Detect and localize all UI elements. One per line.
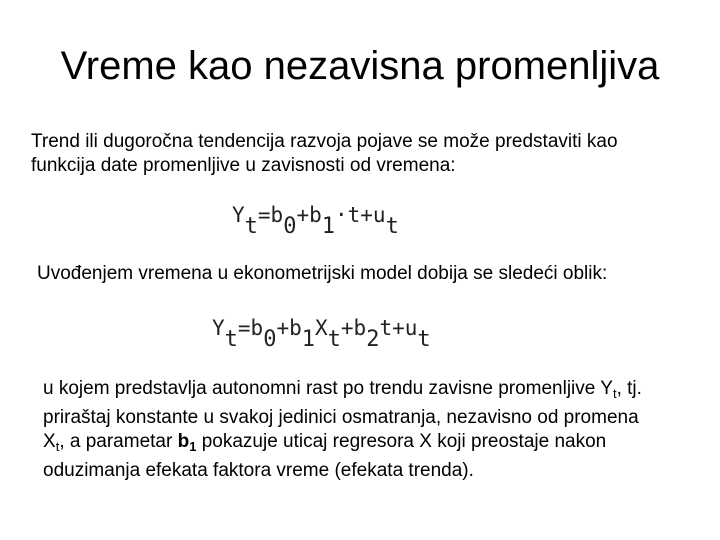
formula-y-subscript: t: [224, 327, 238, 352]
trend-paragraph-line-2: funkcija date promenljive u zavisnosti od vremena:: [31, 155, 456, 176]
explanation-b: b: [177, 431, 190, 452]
trend-formula: [232, 203, 399, 239]
formula-b1-subscript: 1: [301, 327, 315, 352]
formula-y: Y: [212, 316, 225, 340]
explanation-x-subscript: t: [55, 439, 60, 454]
explanation-line-4: oduzimanja efekata faktora vreme (efekata trenda).: [43, 460, 474, 481]
trend-paragraph-line-1: Trend ili dugoročna tendencija razvoja pojave se može predstaviti kao: [31, 131, 618, 152]
formula-plus-b: +b: [276, 316, 302, 340]
formula-b2-subscript: 2: [366, 327, 380, 352]
explanation-b1-bold: [178, 431, 197, 452]
formula-b0-subscript: 0: [263, 327, 277, 352]
formula-eq-b: =b: [237, 316, 264, 340]
formula-plus-b: +b: [296, 203, 322, 227]
explanation-line-3-mid: , a parametar: [59, 431, 178, 452]
formula-plus-b2: +b: [340, 316, 367, 340]
formula-tail: t+u: [379, 316, 418, 340]
formula-x: X: [315, 316, 328, 340]
explanation-b1-subscript: 1: [189, 439, 197, 454]
formula-y-subscript: t: [244, 214, 258, 239]
formula-y: Y: [232, 203, 245, 227]
formula-b1-subscript: 1: [321, 214, 335, 239]
slide-title: Vreme kao nezavisna promenljiva: [60, 44, 660, 88]
trend-paragraph: [31, 130, 691, 178]
formula-b0-subscript: 0: [283, 214, 297, 239]
explanation-line-3: [43, 430, 693, 459]
explanation-paragraph: [43, 377, 693, 483]
formula-tail: ·t+u: [335, 203, 386, 227]
model-paragraph: Uvođenjem vremena u ekonometrijski model dobija se sledeći oblik:: [37, 263, 608, 284]
explanation-line-1-end: , tj.: [616, 378, 642, 399]
explanation-line-1-text: u kojem predstavlja autonomni rast po trendu zavisne promenljive Y: [43, 378, 613, 399]
explanation-line-1: [43, 377, 693, 406]
formula-u-subscript: t: [385, 214, 399, 239]
econometric-formula: [212, 316, 431, 352]
explanation-line-2: priraštaj konstante u svakoj jedinici osmatranja, nezavisno od promena: [43, 407, 639, 428]
formula-eq-b: =b: [257, 203, 284, 227]
formula-x-subscript: t: [327, 327, 341, 352]
formula-u-subscript: t: [417, 327, 431, 352]
explanation-x: X: [43, 431, 56, 452]
explanation-line-3-end: pokazuje uticaj regresora X koji preostaje nakon: [196, 431, 607, 452]
explanation-y-subscript: t: [612, 386, 617, 401]
